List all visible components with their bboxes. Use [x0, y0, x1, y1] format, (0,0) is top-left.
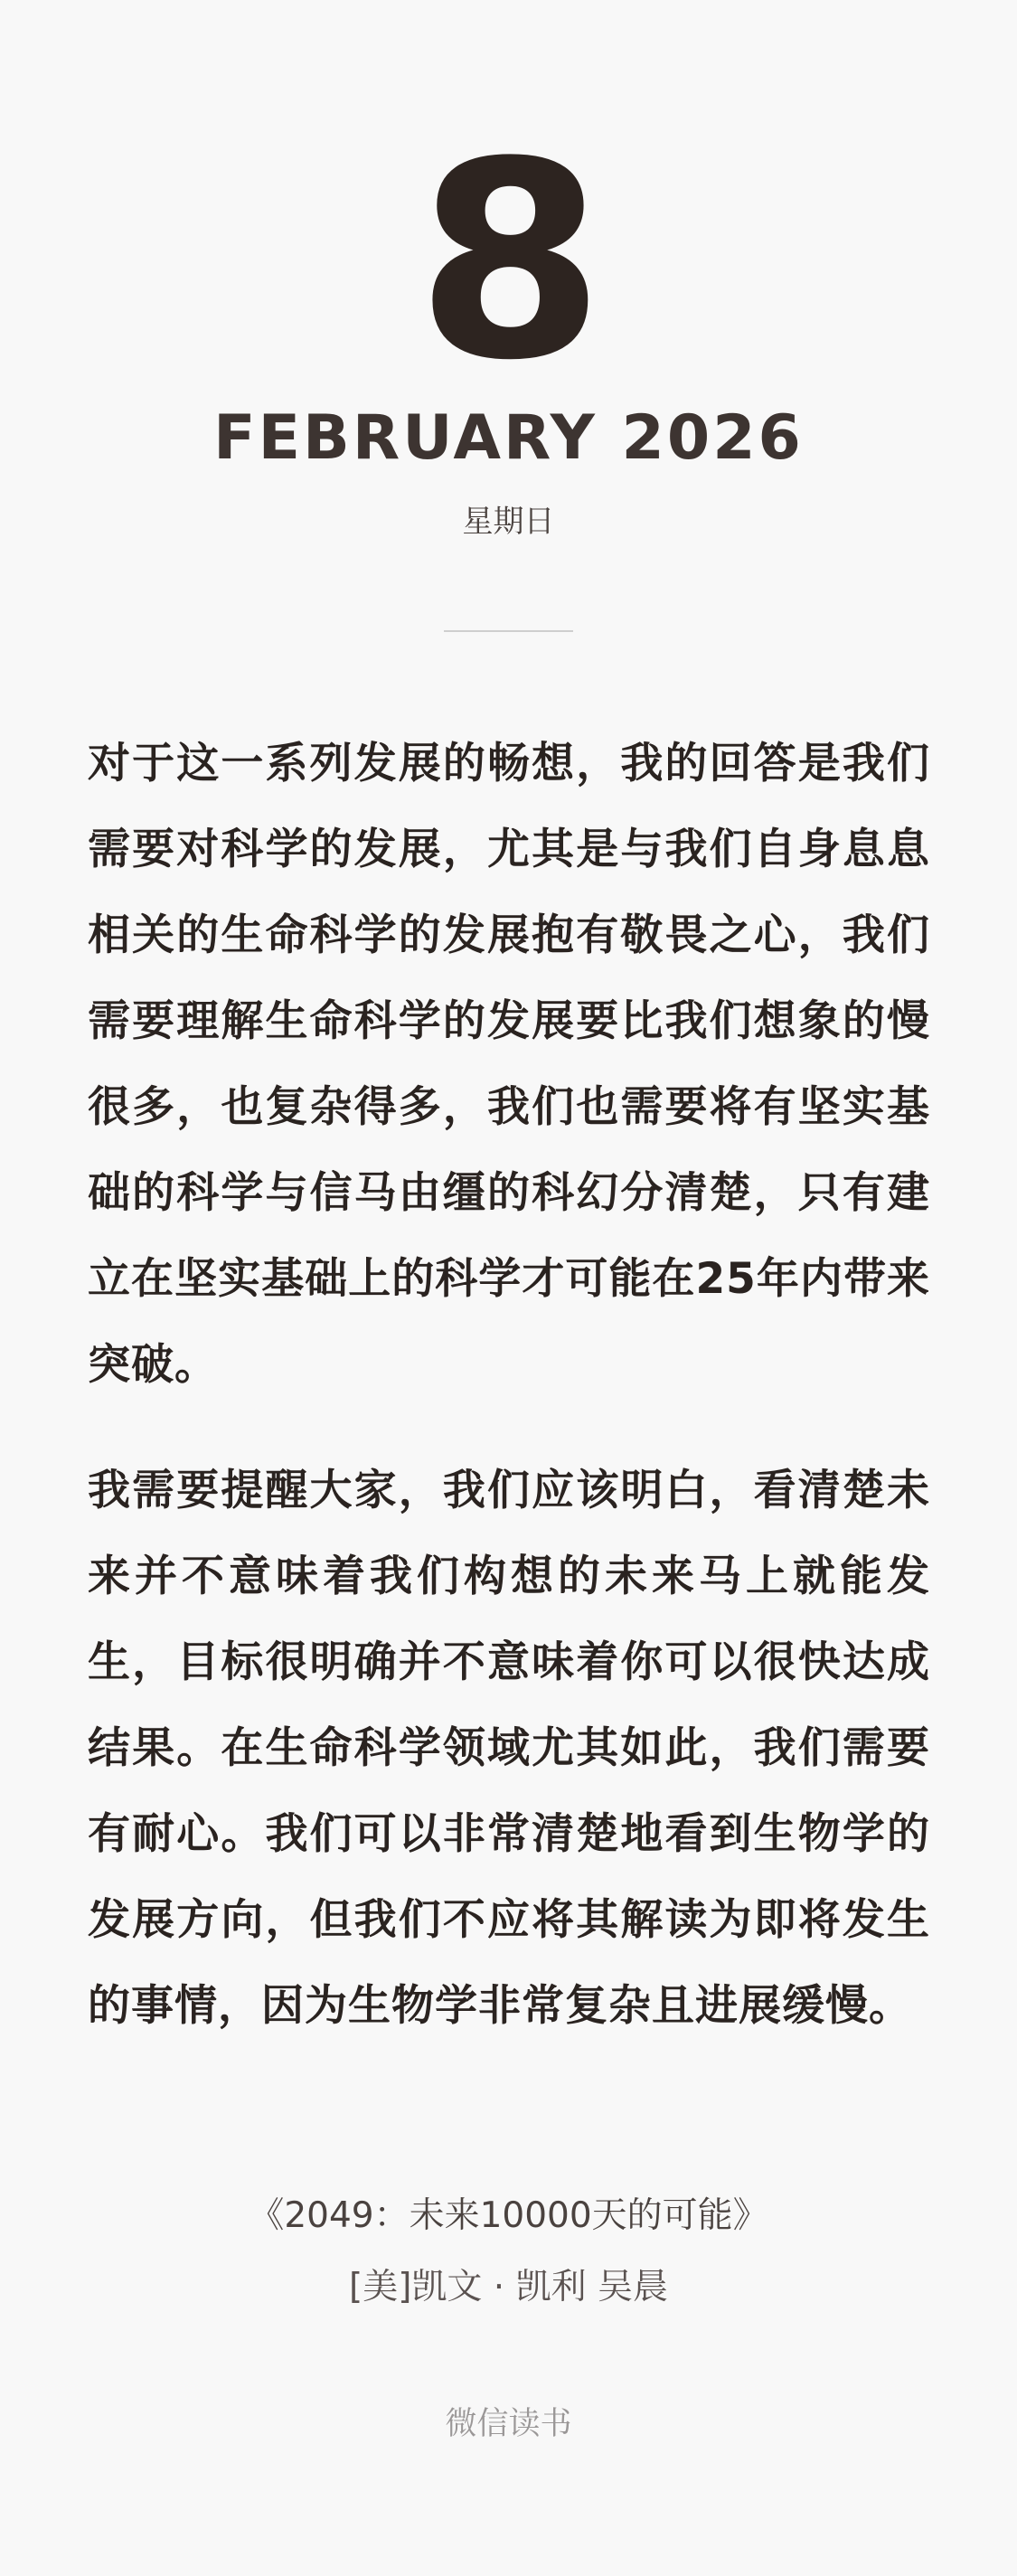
date-weekday: 星期日: [462, 504, 555, 540]
quote-paragraph-2: 我需要提醒大家，我们应该明白，看清楚未来并不意味着我们构想的未来马上就能发生，目标很明确并不意味着你可以很快达成结果。在生命科学领域尤其如此，我们需要有耐心。我们可以非常清楚地看到生物学的发展方向，但我们不应将其解读为即将发生的事情，因为生物学非常复杂且进展缓慢。: [88, 1466, 930, 2031]
source-author: [美]凯文 · 凯利 吴晨: [348, 2267, 669, 2307]
app-brand-footer: 微信读书: [445, 2406, 572, 2442]
quote-paragraph-1: 对于这一系列发展的畅想，我的回答是我们需要对科学的发展，尤其是与我们自身息息相关的生命科学的发展抱有敬畏之心，我们需要理解生命科学的发展要比我们想象的慢很多，也复杂得多，我们也需要将有坚实基础的科学与信马由缰的科幻分清楚，只有建立在坚实基础上的科学才可能在25年内带来突破。: [88, 739, 930, 1390]
date-month-year: FEBRUARY 2026: [213, 402, 804, 474]
divider: [444, 630, 573, 632]
date-day: 8: [416, 104, 601, 420]
source-book-title: 《2049：未来10000天的可能》: [249, 2195, 768, 2236]
